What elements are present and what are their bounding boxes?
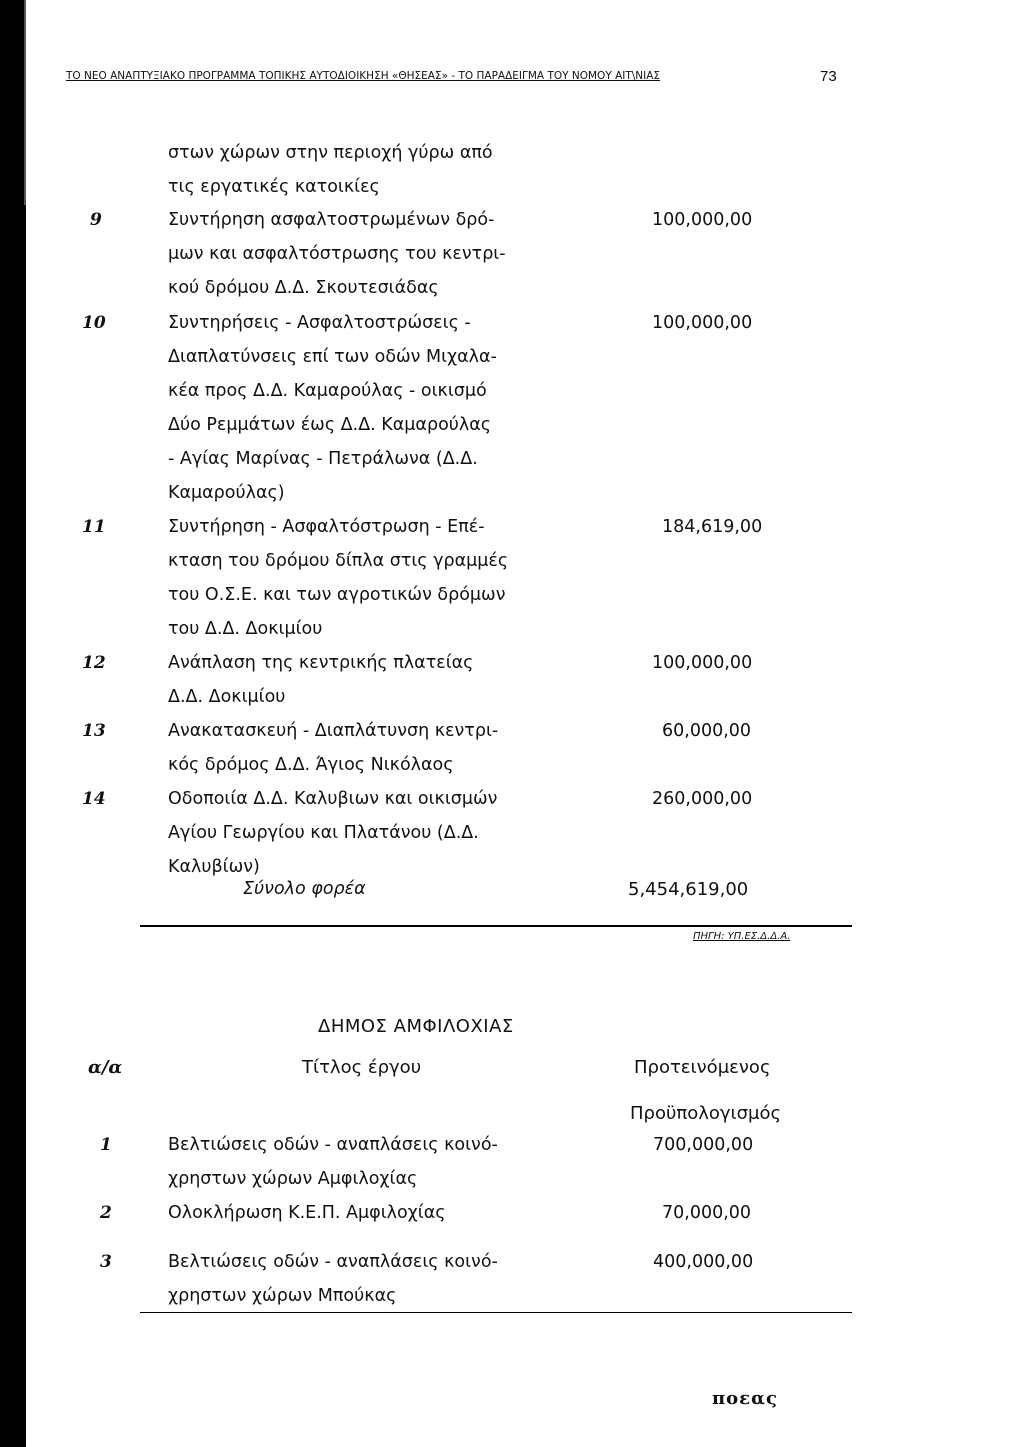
running-header bbox=[66, 68, 837, 85]
row-title-line: Ανακατασκευή - Διαπλάτυνση κεντρι- bbox=[168, 721, 499, 741]
row-title-line: κός δρόμος Δ.Δ. Άγιος Νικόλαος bbox=[168, 755, 454, 775]
publisher-logo: ποεας bbox=[712, 1388, 778, 1409]
row-title-line: Συντηρήσεις - Ασφαλτοστρώσεις - bbox=[168, 313, 471, 333]
row-title-line: του Δ.Δ. Δοκιμίου bbox=[168, 619, 323, 639]
row-title-line: κέα προς Δ.Δ. Καμαρούλας - οικισμό bbox=[168, 381, 487, 401]
row-number: 14 bbox=[82, 789, 106, 809]
row-amount: 400,000,00 bbox=[653, 1252, 754, 1272]
municipality-heading: ΔΗΜΟΣ ΑΜΦΙΛΟΧΙΑΣ bbox=[318, 1016, 514, 1037]
continuation-line: τις εργατικές κατοικίες bbox=[168, 177, 380, 197]
row-amount: 60,000,00 bbox=[662, 721, 752, 741]
row-amount: 70,000,00 bbox=[662, 1203, 752, 1223]
row-title-line: Καμαρούλας) bbox=[168, 483, 285, 503]
column-header-budget: Προτεινόμενος bbox=[634, 1057, 771, 1078]
row-title-line: Αγίου Γεωργίου και Πλατάνου (Δ.Δ. bbox=[168, 823, 479, 843]
row-title-line: Συντήρηση ασφαλτοστρωμένων δρό- bbox=[168, 210, 495, 230]
row-title-line: Συντήρηση - Ασφαλτόστρωση - Επέ- bbox=[168, 517, 485, 537]
row-amount: 100,000,00 bbox=[652, 653, 753, 673]
row-title-line: Διαπλατύνσεις επί των οδών Μιχαλα- bbox=[168, 347, 497, 367]
row-amount: 260,000,00 bbox=[652, 789, 753, 809]
row-title-line: κού δρόμου Δ.Δ. Σκουτεσιάδας bbox=[168, 278, 439, 298]
row-title-line: Βελτιώσεις οδών - αναπλάσεις κοινό- bbox=[168, 1135, 498, 1155]
row-title-line: Βελτιώσεις οδών - αναπλάσεις κοινό- bbox=[168, 1252, 498, 1272]
row-title-line: Ανάπλαση της κεντρικής πλατείας bbox=[168, 653, 474, 673]
row-number: 12 bbox=[82, 653, 106, 673]
source-note: ΠΗΓΗ: ΥΠ.ΕΣ.Δ.Δ.Α. bbox=[693, 931, 791, 942]
row-number: 13 bbox=[82, 721, 106, 741]
row-title-line: Δύο Ρεμμάτων έως Δ.Δ. Καμαρούλας bbox=[168, 415, 492, 435]
row-title-line: Οδοποιία Δ.Δ. Καλυβιων και οικισμών bbox=[168, 789, 498, 809]
row-title-line: μων και ασφαλτόστρωσης του κεντρι- bbox=[168, 244, 506, 264]
table-rule bbox=[140, 1312, 852, 1313]
row-title-line: Δ.Δ. Δοκιμίου bbox=[168, 687, 286, 707]
total-label: Σύνολο φορέα bbox=[243, 879, 366, 899]
column-header-title: Τίτλος έργου bbox=[302, 1057, 422, 1078]
row-title-line: κταση του δρόμου δίπλα στις γραμμές bbox=[168, 551, 509, 571]
running-title: ΤΟ ΝΕΟ ΑΝΑΠΤΥΞΙΑΚΟ ΠΡΟΓΡΑΜΜΑ ΤΟΠΙΚΗΣ ΑΥΤΟΔΙΟΙΚΗΣΗ «ΘΗΣΕΑΣ» - ΤΟ ΠΑΡΑΔΕΙΓΜΑ ΤΟΥ ΝΟΜΟΥ ΑΙΤ\ΝΙΑΣ bbox=[66, 70, 661, 82]
row-amount: 184,619,00 bbox=[662, 517, 763, 537]
row-number: 9 bbox=[90, 210, 102, 230]
row-title-line: Καλυβίων) bbox=[168, 857, 260, 877]
row-amount: 700,000,00 bbox=[653, 1135, 754, 1155]
continuation-line: στων χώρων στην περιοχή γύρω από bbox=[168, 143, 493, 163]
row-amount: 100,000,00 bbox=[652, 313, 753, 333]
total-amount: 5,454,619,00 bbox=[628, 879, 749, 900]
row-title-line: χρηστων χώρων Μπούκας bbox=[168, 1286, 397, 1306]
row-number: 11 bbox=[82, 517, 106, 537]
row-number: 1 bbox=[100, 1135, 112, 1155]
row-number: 3 bbox=[100, 1252, 112, 1272]
column-header-aa: α/α bbox=[88, 1057, 123, 1078]
row-amount: 100,000,00 bbox=[652, 210, 753, 230]
row-number: 2 bbox=[100, 1203, 112, 1223]
page-number: 73 bbox=[820, 68, 837, 85]
row-title-line: Ολοκλήρωση Κ.Ε.Π. Αμφιλοχίας bbox=[168, 1203, 446, 1223]
row-title-line: χρηστων χώρων Αμφιλοχίας bbox=[168, 1169, 418, 1189]
row-title-line: του Ο.Σ.Ε. και των αγροτικών δρόμων bbox=[168, 585, 506, 605]
column-header-budget: Προϋπολογισμός bbox=[630, 1103, 782, 1124]
row-title-line: - Αγίας Μαρίνας - Πετράλωνα (Δ.Δ. bbox=[168, 449, 478, 469]
table-rule bbox=[140, 925, 852, 927]
row-number: 10 bbox=[82, 313, 106, 333]
scan-edge-line bbox=[24, 0, 26, 205]
